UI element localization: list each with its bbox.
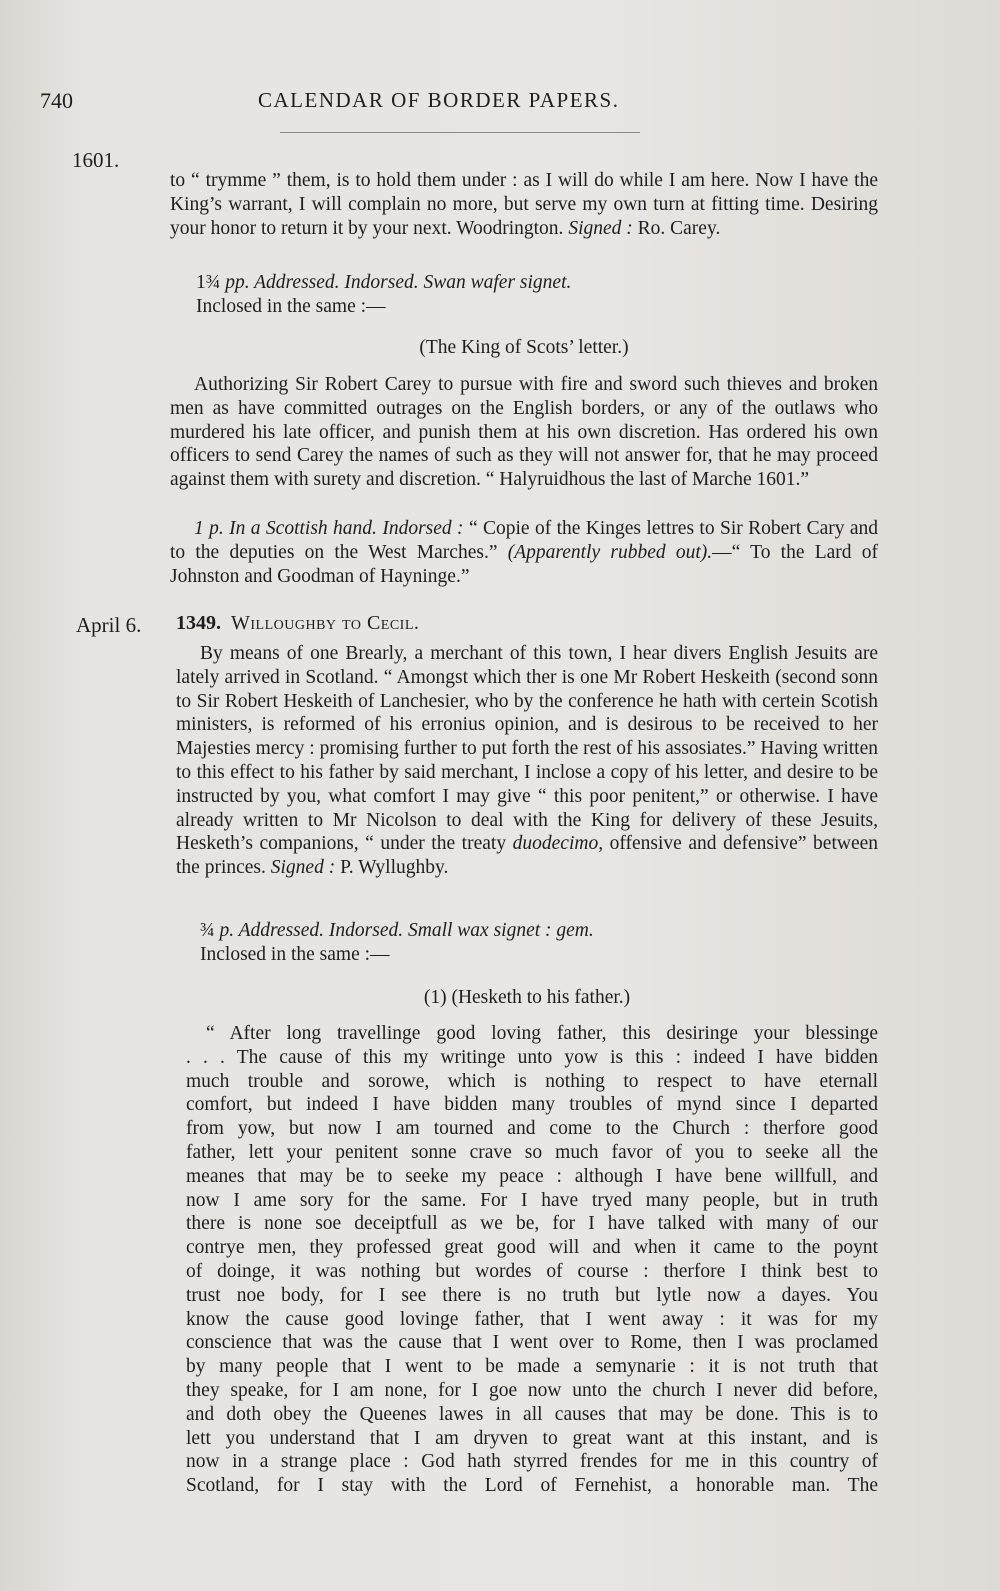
enclosure-line: meanes that may be to seeke my peace : although I have bene willfull, and [186, 1165, 878, 1187]
previous-letter-note [196, 271, 878, 295]
entry-heading [176, 612, 878, 636]
enclosure-line: from yow, but now I am tourned and come to the Church : therfore good [186, 1118, 878, 1140]
entry-number: 1349. [176, 612, 221, 634]
page-header [0, 88, 1000, 118]
entry-signatory: P. Wyllughby. [340, 857, 449, 879]
enclosure-line: know the cause good lovinge father, that I went away : it was for my [186, 1308, 878, 1330]
previous-letter-body: to “ trymme ” them, is to hold them under : as I will do while I am here. Now I have the King’s warrant, I will complain no more, but serve my own turn at fitting time. Desiring your honor to return it by your next. Woodrington. [170, 170, 878, 239]
kings-letter-note [170, 517, 878, 588]
note-text-1: “ Copie of the Kinges lettres to Sir Robert Cary and to the deputies on the West Marches.” [170, 518, 879, 563]
inclosed-note: Inclosed in the same :— [196, 296, 386, 317]
note-hand: In a Scottish hand. [229, 518, 377, 539]
header-rule [280, 132, 640, 133]
enclosure-line: “ After long travellinge good loving father, this desiringe your blessinge [206, 1023, 878, 1044]
enclosure-heading: (1) (Hesketh to his father.) [423, 987, 631, 1008]
kings-letter-note-text [170, 517, 878, 588]
enclosure-line: now I ame sory for the same. For I have tryed many people, but in truth [186, 1189, 878, 1211]
entry-endorsement-note: p. Addressed. Indorsed. Small wax signet : gem. [219, 920, 594, 941]
entry-inclosed-note: Inclosed in the same :— [200, 944, 390, 965]
note-text-2: —“ To the Lard of Johnston and Goodman of Hayninge.” [170, 541, 879, 587]
entry-title: Willoughby to Cecil. [231, 612, 420, 634]
kings-letter [170, 373, 878, 492]
kings-letter-body: Authorizing Sir Robert Carey to pursue with fire and sword such thieves and broken men as have committed outrages on the English borders, or any of the outlaws who murdered his late officer, and punish them at his own discretion. Has ordered his own officers to send Carey the names of such as they will not answer for, that he may proceed against them with surety and discretion. “ Halyruidhous the last of Marche 1601.” [170, 374, 878, 491]
page-count: 1¾ [196, 272, 221, 293]
enclosure-line: . . . The cause of this my writinge unto yow is this : indeed I have bidden [186, 1046, 878, 1068]
signatory: Ro. Carey. [637, 217, 721, 239]
entry-page-count: ¾ [200, 920, 215, 941]
enclosure-line: there is none soe deceiptfull as we be, for I have talked with many of our [186, 1213, 878, 1235]
entry-signed-label: Signed : [270, 857, 336, 879]
enclosure-line: conscience that was the cause that I went over to Rome, then I was proclamed [186, 1332, 878, 1354]
entry-body [176, 642, 878, 880]
entry-body-text: By means of one Brearly, a merchant of this town, I hear divers English Jesuits are lately arrived in Scotland. “ Amongst which ther is one Mr Robert Heskeith (second sonn to Sir Robert Heskeith of Lanchesier, who by the conference he hath with certein Scotish ministers, is reformed of his erronius opinion, and is desirous to be received to her Majesties mercy : promising further to put forth the rest of his assosiates.” Having written to this effect to his father by said merchant, I inclose a copy of his letter, and desire to be instructed by you, what comfort I may give “ this poor penitent,” or otherwise. I have already written to Mr Nicolson to deal with the King for delivery of these Jesuits, Hesketh’s companions, “ under the treaty [176, 643, 878, 855]
enclosure-line: trust noe body, for I see there is no truth but lytle now a dayes. You [186, 1284, 878, 1306]
entry-body-end: offensive and defensive” between the princes. [176, 833, 879, 879]
entry-body-italic: duodecimo, [512, 833, 604, 855]
enclosure-line: contrye men, they professed great good will and when it came to the poynt [186, 1237, 878, 1259]
note-indorsed: Indorsed : [382, 518, 464, 539]
enclosure-letter [186, 1022, 878, 1498]
enclosure-line: Scotland, for I stay with the Lord of Fernehist, a honorable man. The [186, 1475, 878, 1497]
enclosure-line: now in a strange place : God hath styrred frendes for me in this country of [186, 1451, 878, 1473]
enclosure-line: comfort, but indeed I have bidden many troubles of mynd since I departed [186, 1094, 878, 1116]
enclosure-line: they speake, for I am none, for I goe now unto the church I never did before, [186, 1379, 878, 1401]
previous-letter [170, 169, 878, 240]
enclosure-line: father, lett your penitent sonne crave so much favor of you to seeke all the [186, 1141, 878, 1163]
enclosure-line: much trouble and sorowe, which is nothing to respect to have eternall [186, 1070, 878, 1092]
running-title: CALENDAR OF BORDER PAPERS. [258, 88, 620, 112]
page-number: 740 [40, 88, 73, 113]
enclosure-line: and doth obey the Queenes lawes in all causes that may be done. This is to [186, 1403, 878, 1425]
enclosure-line: of doinge, it was nothing but wordes of course : therfore I think best to [186, 1260, 878, 1282]
entry-letter [176, 642, 878, 880]
enclosure-line: lett you understand that I am dryven to great want at this instant, and is [186, 1427, 878, 1449]
kings-letter-heading: (The King of Scots’ letter.) [419, 337, 629, 358]
signed-label: Signed : [568, 217, 633, 239]
note-pages: 1 p. [194, 518, 224, 539]
margin-year: 1601. [72, 148, 120, 172]
note-apparently: (Apparently rubbed out). [507, 541, 713, 563]
margin-date: April 6. [76, 613, 142, 637]
entry-note [200, 919, 878, 943]
previous-letter-text [170, 169, 878, 240]
enclosure-line: by many people that I went to be made a semynarie : it is not truth that [186, 1356, 878, 1378]
endorsement-note: pp. Addressed. Indorsed. Swan wafer signet. [225, 272, 572, 293]
